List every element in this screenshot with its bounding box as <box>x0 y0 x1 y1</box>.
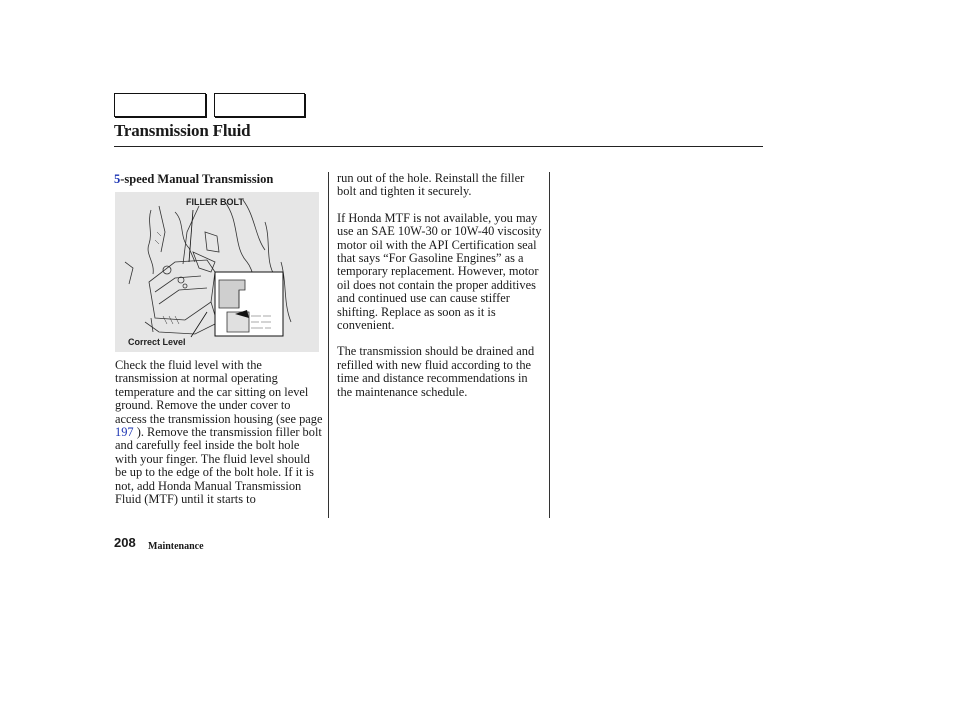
column-1-text-part-1: Check the fluid level with the transmission at normal operating temperature and the car sitting on level ground. Remove the under cover to access the transmission housing (see page <box>115 358 323 426</box>
correct-level-label: Correct Level <box>128 337 186 347</box>
subheading-number-link[interactable]: 5 <box>114 172 121 186</box>
column-divider-1 <box>328 172 329 518</box>
subheading-text: -speed Manual Transmission <box>120 172 274 186</box>
transmission-illustration <box>115 192 319 352</box>
engine-drawing <box>115 192 319 352</box>
column-2-paragraph-3: The transmission should be drained and refilled with new fluid according to the time and distance recommendations in the maintenance schedule. <box>337 344 535 399</box>
column-1-text-part-2: ). Remove the transmission filler bolt and carefully feel inside the bolt hole with your finger. The fluid level should be up to the edge of the bolt hole. If it is not, add Honda Manual Transmission Fluid (MTF) until it starts to <box>115 425 322 507</box>
column-divider-2 <box>549 172 550 518</box>
nav-button-main-menu[interactable] <box>114 93 206 117</box>
page-number: 208 <box>114 535 136 550</box>
title-divider <box>114 146 763 147</box>
column-2-paragraph-1: run out of the hole. Reinstall the filler bolt and tighten it securely. <box>337 171 525 199</box>
column-2-paragraph-2: If Honda MTF is not available, you may use an SAE 10W-30 or 10W-40 viscosity motor oil with the API Certification seal that says “For Gasoline Engines” as a temporary replacement. However, motor oil does not contain the proper additives and continued use can cause stiffer shifting. Replace as soon as it is convenient. <box>337 210 542 333</box>
page-reference-link[interactable]: 197 <box>115 425 134 440</box>
page-title: Transmission Fluid <box>114 121 251 140</box>
column-2-text <box>337 172 545 399</box>
filler-bolt-label: FILLER BOLT <box>186 197 244 207</box>
nav-button-table-of-contents[interactable] <box>214 93 305 117</box>
section-subheading <box>114 172 273 187</box>
column-1-text <box>115 359 323 506</box>
section-name: Maintenance <box>148 541 204 552</box>
